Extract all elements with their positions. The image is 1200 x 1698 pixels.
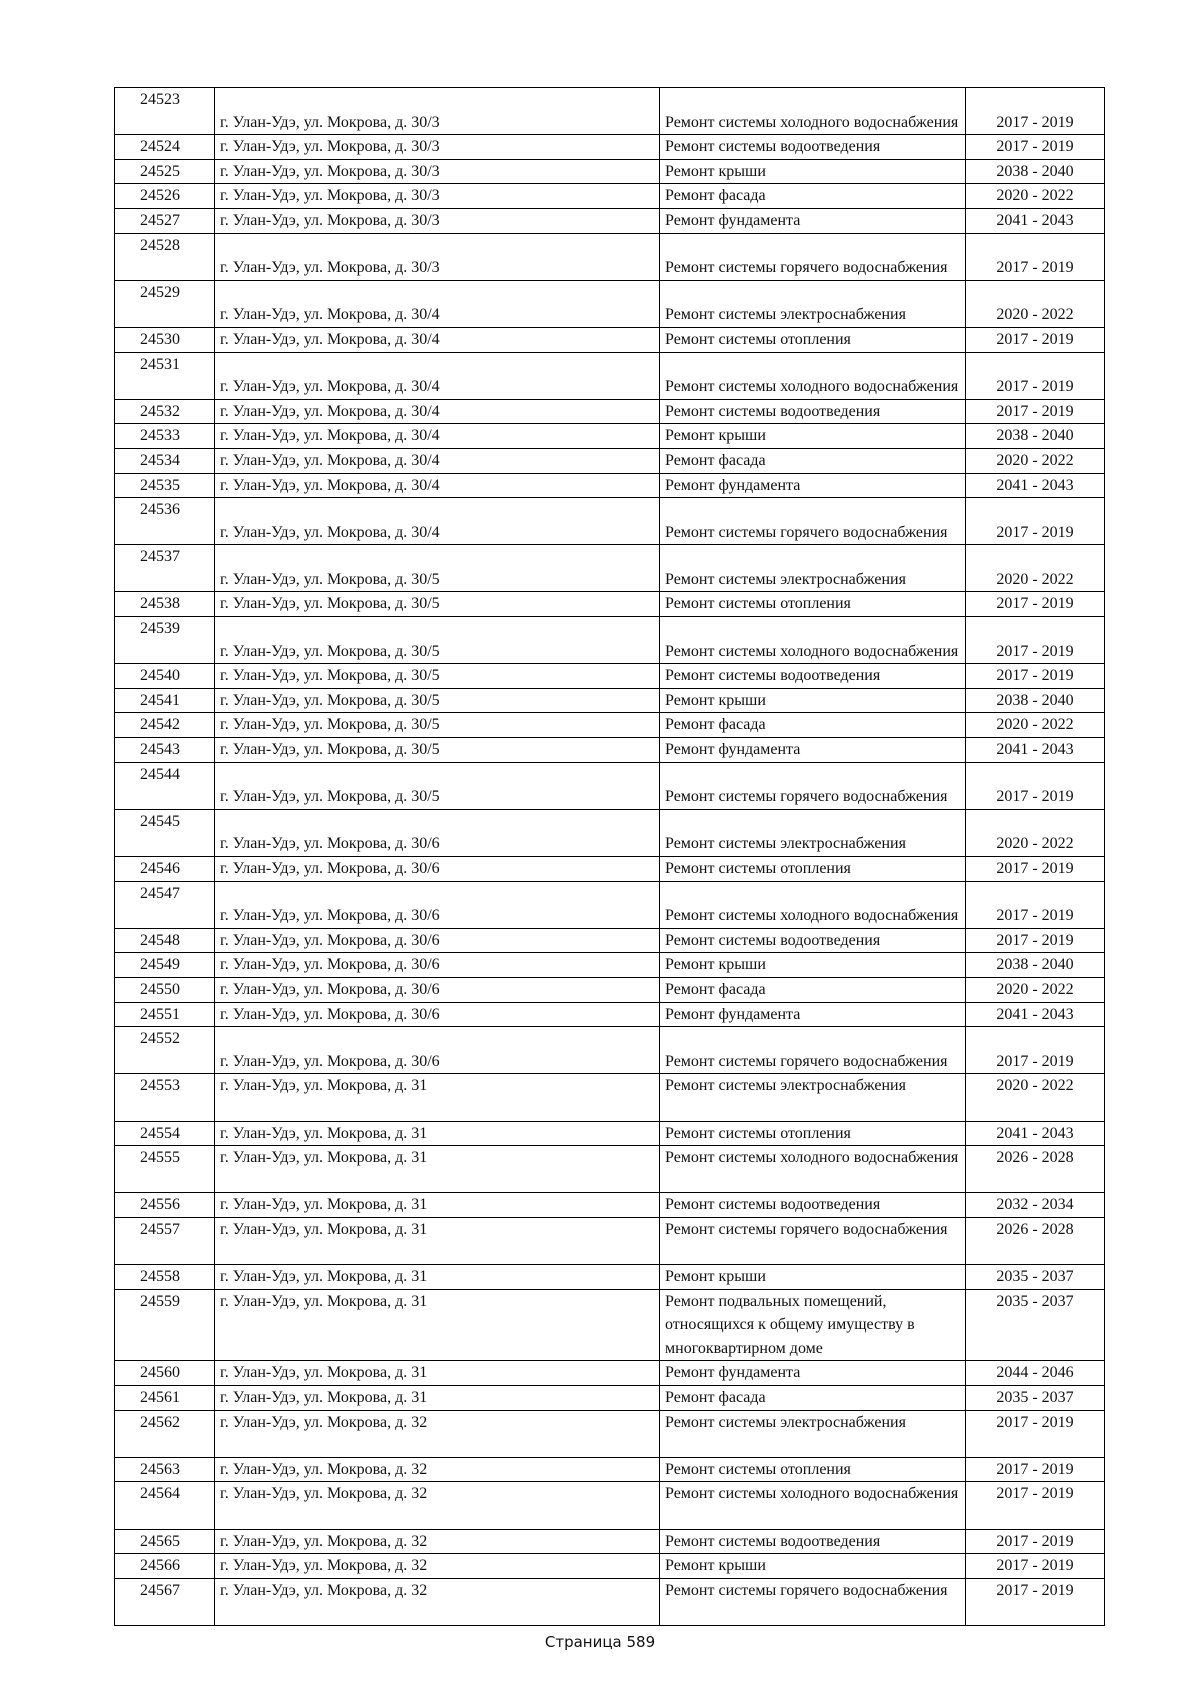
work-type-cell: Ремонт фундамента [660, 473, 966, 498]
work-type-cell: Ремонт фасада [660, 184, 966, 209]
period-cell: 2020 - 2022 [966, 280, 1105, 327]
period-cell: 2017 - 2019 [966, 233, 1105, 280]
period-cell: 2041 - 2043 [966, 473, 1105, 498]
period-cell: 2017 - 2019 [966, 1410, 1105, 1457]
table-row [115, 1002, 1105, 1027]
work-type-cell: Ремонт системы водоотведения [660, 399, 966, 424]
row-number: 24548 [115, 928, 215, 953]
address-cell: г. Улан-Удэ, ул. Мокрова, д. 31 [215, 1074, 660, 1121]
work-type-cell: Ремонт системы водоотведения [660, 664, 966, 689]
address-cell: г. Улан-Удэ, ул. Мокрова, д. 30/6 [215, 857, 660, 882]
work-type-cell: Ремонт системы отопления [660, 1121, 966, 1146]
table-row [115, 1410, 1105, 1457]
period-cell: 2017 - 2019 [966, 327, 1105, 352]
address-cell: г. Улан-Удэ, ул. Мокрова, д. 30/5 [215, 545, 660, 592]
table-row [115, 399, 1105, 424]
address-cell: г. Улан-Удэ, ул. Мокрова, д. 30/3 [215, 233, 660, 280]
address-cell: г. Улан-Удэ, ул. Мокрова, д. 30/6 [215, 809, 660, 856]
table-row [115, 184, 1105, 209]
address-cell: г. Улан-Удэ, ул. Мокрова, д. 30/4 [215, 327, 660, 352]
period-cell: 2017 - 2019 [966, 928, 1105, 953]
row-number: 24531 [115, 352, 215, 399]
period-cell: 2041 - 2043 [966, 738, 1105, 763]
row-number: 24566 [115, 1554, 215, 1579]
row-number: 24523 [115, 88, 215, 135]
period-cell: 2017 - 2019 [966, 1554, 1105, 1579]
work-type-cell: Ремонт системы электроснабжения [660, 280, 966, 327]
address-cell: г. Улан-Удэ, ул. Мокрова, д. 30/3 [215, 88, 660, 135]
table-row [115, 738, 1105, 763]
table-row [115, 857, 1105, 882]
row-number: 24558 [115, 1265, 215, 1290]
table-row [115, 1289, 1105, 1361]
period-cell: 2020 - 2022 [966, 977, 1105, 1002]
table-row [115, 1554, 1105, 1579]
work-type-cell: Ремонт системы отопления [660, 327, 966, 352]
work-type-cell: Ремонт крыши [660, 424, 966, 449]
row-number: 24556 [115, 1193, 215, 1218]
row-number: 24546 [115, 857, 215, 882]
work-type-cell: Ремонт системы отопления [660, 1457, 966, 1482]
table-row [115, 1386, 1105, 1411]
table-row [115, 473, 1105, 498]
work-type-cell: Ремонт фундамента [660, 738, 966, 763]
row-number: 24532 [115, 399, 215, 424]
period-cell: 2020 - 2022 [966, 545, 1105, 592]
address-cell: г. Улан-Удэ, ул. Мокрова, д. 32 [215, 1410, 660, 1457]
table-row [115, 1457, 1105, 1482]
period-cell: 2044 - 2046 [966, 1361, 1105, 1386]
period-cell: 2020 - 2022 [966, 809, 1105, 856]
address-cell: г. Улан-Удэ, ул. Мокрова, д. 30/6 [215, 953, 660, 978]
work-type-cell: Ремонт системы горячего водоснабжения [660, 1027, 966, 1074]
work-type-cell: Ремонт фундамента [660, 208, 966, 233]
address-cell: г. Улан-Удэ, ул. Мокрова, д. 30/5 [215, 664, 660, 689]
row-number: 24542 [115, 713, 215, 738]
table-row [115, 1027, 1105, 1074]
row-number: 24561 [115, 1386, 215, 1411]
table-row [115, 545, 1105, 592]
period-cell: 2017 - 2019 [966, 1578, 1105, 1625]
table-row [115, 688, 1105, 713]
work-type-cell: Ремонт системы горячего водоснабжения [660, 498, 966, 545]
work-type-cell: Ремонт системы водоотведения [660, 1193, 966, 1218]
row-number: 24540 [115, 664, 215, 689]
row-number: 24530 [115, 327, 215, 352]
row-number: 24535 [115, 473, 215, 498]
period-cell: 2017 - 2019 [966, 135, 1105, 160]
table-body [115, 88, 1105, 1626]
address-cell: г. Улан-Удэ, ул. Мокрова, д. 30/5 [215, 738, 660, 763]
document-page [114, 87, 1104, 1626]
row-number: 24562 [115, 1410, 215, 1457]
period-cell: 2017 - 2019 [966, 881, 1105, 928]
period-cell: 2017 - 2019 [966, 617, 1105, 664]
work-type-cell: Ремонт фасада [660, 977, 966, 1002]
table-row [115, 1482, 1105, 1529]
period-cell: 2020 - 2022 [966, 1074, 1105, 1121]
address-cell: г. Улан-Удэ, ул. Мокрова, д. 31 [215, 1193, 660, 1218]
table-row [115, 1265, 1105, 1290]
period-cell: 2035 - 2037 [966, 1265, 1105, 1290]
address-cell: г. Улан-Удэ, ул. Мокрова, д. 30/5 [215, 592, 660, 617]
row-number: 24544 [115, 762, 215, 809]
address-cell: г. Улан-Удэ, ул. Мокрова, д. 30/3 [215, 159, 660, 184]
period-cell: 2035 - 2037 [966, 1289, 1105, 1361]
work-type-cell: Ремонт фундамента [660, 1361, 966, 1386]
row-number: 24550 [115, 977, 215, 1002]
address-cell: г. Улан-Удэ, ул. Мокрова, д. 30/6 [215, 1002, 660, 1027]
address-cell: г. Улан-Удэ, ул. Мокрова, д. 30/3 [215, 135, 660, 160]
period-cell: 2020 - 2022 [966, 448, 1105, 473]
period-cell: 2041 - 2043 [966, 1002, 1105, 1027]
row-number: 24538 [115, 592, 215, 617]
row-number: 24547 [115, 881, 215, 928]
period-cell: 2017 - 2019 [966, 399, 1105, 424]
repair-schedule-table [114, 87, 1105, 1626]
table-row [115, 1121, 1105, 1146]
page-number: Страница 589 [544, 1633, 656, 1651]
table-row [115, 424, 1105, 449]
period-cell: 2041 - 2043 [966, 1121, 1105, 1146]
work-type-cell: Ремонт системы горячего водоснабжения [660, 762, 966, 809]
work-type-cell: Ремонт фасада [660, 713, 966, 738]
period-cell: 2038 - 2040 [966, 953, 1105, 978]
work-type-cell: Ремонт системы водоотведения [660, 1529, 966, 1554]
table-row [115, 953, 1105, 978]
address-cell: г. Улан-Удэ, ул. Мокрова, д. 31 [215, 1386, 660, 1411]
row-number: 24536 [115, 498, 215, 545]
table-row [115, 1578, 1105, 1625]
row-number: 24555 [115, 1146, 215, 1193]
row-number: 24549 [115, 953, 215, 978]
period-cell: 2017 - 2019 [966, 88, 1105, 135]
table-row [115, 448, 1105, 473]
period-cell: 2026 - 2028 [966, 1217, 1105, 1264]
work-type-cell: Ремонт системы электроснабжения [660, 1410, 966, 1457]
table-row [115, 1074, 1105, 1121]
period-cell: 2020 - 2022 [966, 713, 1105, 738]
row-number: 24527 [115, 208, 215, 233]
row-number: 24529 [115, 280, 215, 327]
address-cell: г. Улан-Удэ, ул. Мокрова, д. 30/6 [215, 977, 660, 1002]
period-cell: 2038 - 2040 [966, 424, 1105, 449]
work-type-cell: Ремонт системы холодного водоснабжения [660, 617, 966, 664]
address-cell: г. Улан-Удэ, ул. Мокрова, д. 30/4 [215, 498, 660, 545]
row-number: 24528 [115, 233, 215, 280]
work-type-cell: Ремонт системы горячего водоснабжения [660, 1217, 966, 1264]
work-type-cell: Ремонт крыши [660, 688, 966, 713]
table-row [115, 617, 1105, 664]
address-cell: г. Улан-Удэ, ул. Мокрова, д. 32 [215, 1578, 660, 1625]
work-type-cell: Ремонт крыши [660, 1554, 966, 1579]
table-row [115, 280, 1105, 327]
work-type-cell: Ремонт системы холодного водоснабжения [660, 88, 966, 135]
row-number: 24554 [115, 1121, 215, 1146]
work-type-cell: Ремонт системы водоотведения [660, 928, 966, 953]
row-number: 24541 [115, 688, 215, 713]
row-number: 24539 [115, 617, 215, 664]
work-type-cell: Ремонт подвальных помещений, относящихся к общему имуществу в многоквартирном доме [660, 1289, 966, 1361]
row-number: 24551 [115, 1002, 215, 1027]
address-cell: г. Улан-Удэ, ул. Мокрова, д. 30/4 [215, 352, 660, 399]
period-cell: 2017 - 2019 [966, 1027, 1105, 1074]
row-number: 24565 [115, 1529, 215, 1554]
row-number: 24560 [115, 1361, 215, 1386]
address-cell: г. Улан-Удэ, ул. Мокрова, д. 30/6 [215, 881, 660, 928]
table-row [115, 977, 1105, 1002]
address-cell: г. Улан-Удэ, ул. Мокрова, д. 31 [215, 1146, 660, 1193]
address-cell: г. Улан-Удэ, ул. Мокрова, д. 30/4 [215, 399, 660, 424]
period-cell: 2017 - 2019 [966, 1529, 1105, 1554]
address-cell: г. Улан-Удэ, ул. Мокрова, д. 31 [215, 1265, 660, 1290]
work-type-cell: Ремонт системы горячего водоснабжения [660, 233, 966, 280]
period-cell: 2017 - 2019 [966, 1482, 1105, 1529]
work-type-cell: Ремонт крыши [660, 953, 966, 978]
row-number: 24545 [115, 809, 215, 856]
table-row [115, 1361, 1105, 1386]
address-cell: г. Улан-Удэ, ул. Мокрова, д. 30/3 [215, 208, 660, 233]
table-row [115, 1217, 1105, 1264]
period-cell: 2026 - 2028 [966, 1146, 1105, 1193]
period-cell: 2017 - 2019 [966, 592, 1105, 617]
work-type-cell: Ремонт системы отопления [660, 857, 966, 882]
table-row [115, 135, 1105, 160]
row-number: 24559 [115, 1289, 215, 1361]
table-row [115, 1146, 1105, 1193]
period-cell: 2017 - 2019 [966, 857, 1105, 882]
table-row [115, 88, 1105, 135]
table-row [115, 233, 1105, 280]
address-cell: г. Улан-Удэ, ул. Мокрова, д. 30/4 [215, 448, 660, 473]
address-cell: г. Улан-Удэ, ул. Мокрова, д. 32 [215, 1457, 660, 1482]
table-row [115, 352, 1105, 399]
address-cell: г. Улан-Удэ, ул. Мокрова, д. 30/4 [215, 424, 660, 449]
work-type-cell: Ремонт системы электроснабжения [660, 1074, 966, 1121]
period-cell: 2017 - 2019 [966, 664, 1105, 689]
table-row [115, 713, 1105, 738]
work-type-cell: Ремонт системы водоотведения [660, 135, 966, 160]
table-row [115, 762, 1105, 809]
row-number: 24526 [115, 184, 215, 209]
address-cell: г. Улан-Удэ, ул. Мокрова, д. 30/5 [215, 688, 660, 713]
table-row [115, 159, 1105, 184]
address-cell: г. Улан-Удэ, ул. Мокрова, д. 31 [215, 1289, 660, 1361]
address-cell: г. Улан-Удэ, ул. Мокрова, д. 32 [215, 1529, 660, 1554]
work-type-cell: Ремонт системы холодного водоснабжения [660, 1482, 966, 1529]
period-cell: 2017 - 2019 [966, 352, 1105, 399]
address-cell: г. Улан-Удэ, ул. Мокрова, д. 32 [215, 1482, 660, 1529]
address-cell: г. Улан-Удэ, ул. Мокрова, д. 30/5 [215, 617, 660, 664]
period-cell: 2017 - 2019 [966, 498, 1105, 545]
address-cell: г. Улан-Удэ, ул. Мокрова, д. 31 [215, 1361, 660, 1386]
work-type-cell: Ремонт системы отопления [660, 592, 966, 617]
row-number: 24553 [115, 1074, 215, 1121]
table-row [115, 498, 1105, 545]
row-number: 24525 [115, 159, 215, 184]
table-row [115, 881, 1105, 928]
work-type-cell: Ремонт крыши [660, 1265, 966, 1290]
period-cell: 2017 - 2019 [966, 1457, 1105, 1482]
work-type-cell: Ремонт фасада [660, 1386, 966, 1411]
table-row [115, 208, 1105, 233]
work-type-cell: Ремонт фасада [660, 448, 966, 473]
row-number: 24552 [115, 1027, 215, 1074]
row-number: 24563 [115, 1457, 215, 1482]
row-number: 24557 [115, 1217, 215, 1264]
period-cell: 2032 - 2034 [966, 1193, 1105, 1218]
work-type-cell: Ремонт системы электроснабжения [660, 545, 966, 592]
row-number: 24534 [115, 448, 215, 473]
table-row [115, 928, 1105, 953]
table-row [115, 327, 1105, 352]
address-cell: г. Улан-Удэ, ул. Мокрова, д. 30/4 [215, 473, 660, 498]
address-cell: г. Улан-Удэ, ул. Мокрова, д. 30/5 [215, 762, 660, 809]
table-row [115, 592, 1105, 617]
table-row [115, 1529, 1105, 1554]
work-type-cell: Ремонт системы электроснабжения [660, 809, 966, 856]
work-type-cell: Ремонт крыши [660, 159, 966, 184]
period-cell: 2020 - 2022 [966, 184, 1105, 209]
address-cell: г. Улан-Удэ, ул. Мокрова, д. 32 [215, 1554, 660, 1579]
period-cell: 2017 - 2019 [966, 762, 1105, 809]
period-cell: 2038 - 2040 [966, 688, 1105, 713]
period-cell: 2035 - 2037 [966, 1386, 1105, 1411]
row-number: 24564 [115, 1482, 215, 1529]
work-type-cell: Ремонт системы холодного водоснабжения [660, 881, 966, 928]
address-cell: г. Улан-Удэ, ул. Мокрова, д. 30/3 [215, 184, 660, 209]
work-type-cell: Ремонт фундамента [660, 1002, 966, 1027]
work-type-cell: Ремонт системы холодного водоснабжения [660, 352, 966, 399]
work-type-cell: Ремонт системы горячего водоснабжения [660, 1578, 966, 1625]
address-cell: г. Улан-Удэ, ул. Мокрова, д. 30/6 [215, 928, 660, 953]
work-type-cell: Ремонт системы холодного водоснабжения [660, 1146, 966, 1193]
row-number: 24543 [115, 738, 215, 763]
table-row [115, 1193, 1105, 1218]
table-row [115, 809, 1105, 856]
row-number: 24524 [115, 135, 215, 160]
row-number: 24567 [115, 1578, 215, 1625]
row-number: 24533 [115, 424, 215, 449]
address-cell: г. Улан-Удэ, ул. Мокрова, д. 30/6 [215, 1027, 660, 1074]
period-cell: 2041 - 2043 [966, 208, 1105, 233]
row-number: 24537 [115, 545, 215, 592]
period-cell: 2038 - 2040 [966, 159, 1105, 184]
address-cell: г. Улан-Удэ, ул. Мокрова, д. 31 [215, 1121, 660, 1146]
table-row [115, 664, 1105, 689]
address-cell: г. Улан-Удэ, ул. Мокрова, д. 31 [215, 1217, 660, 1264]
address-cell: г. Улан-Удэ, ул. Мокрова, д. 30/5 [215, 713, 660, 738]
address-cell: г. Улан-Удэ, ул. Мокрова, д. 30/4 [215, 280, 660, 327]
